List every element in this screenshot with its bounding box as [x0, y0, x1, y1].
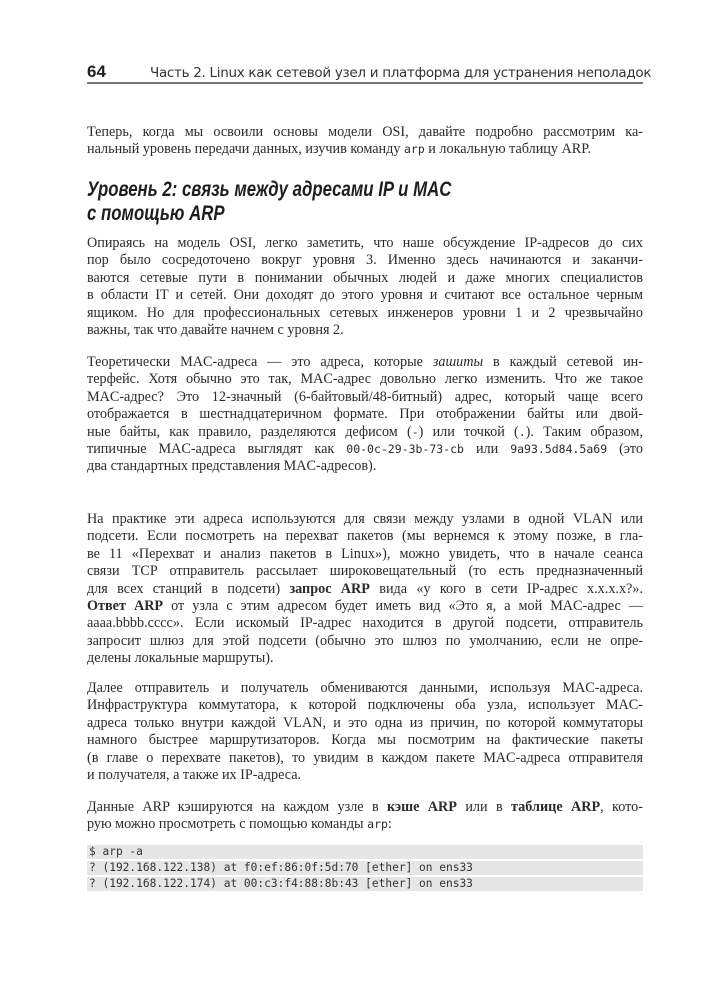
header-rule [87, 82, 643, 84]
text-line [87, 371, 643, 388]
text-segment: Далее отправитель и получатель обмениваются данными, используя MAC-адреса. [87, 680, 643, 696]
text-line [87, 633, 643, 650]
text-line [87, 322, 643, 339]
code-block [87, 845, 643, 893]
text-segment: подсети. Если посмотреть на перехват пакетов (мы вернемся к этому позже, в гла- [87, 528, 643, 545]
text-line [87, 511, 643, 528]
text-segment: , кото- [600, 799, 643, 815]
text-line [87, 750, 643, 767]
bold-term: запрос ARP [289, 580, 370, 597]
text-line [87, 235, 643, 252]
section-heading-line: Уровень 2: связь между адресами IP и MAC [87, 178, 452, 201]
text-segment: MAC-адрес? Это 12-значный (6-байтовый/48-битный) адрес, который чаще всего [87, 388, 643, 405]
text-segment: отображается в шестнадцатеричном формате. При отображении байты или двой- [87, 406, 643, 423]
inline-code: 9a93.5d84.5a69 [510, 442, 608, 457]
text-segment: или в [456, 799, 512, 815]
text-line [87, 287, 643, 304]
text-segment: вида «у кого в сети IP-адрес x.x.x.x?». [369, 580, 643, 597]
code-line: ? (192.168.122.138) at f0:ef:86:0f:5d:70 [ether] on ens33 [87, 861, 643, 875]
text-line [87, 124, 643, 141]
text-line [87, 563, 643, 580]
text-line [87, 252, 643, 269]
text-segment: в каждый сетевой ин- [483, 354, 643, 370]
text-segment: (в главе о перехвате пакетов), то увидим в каждом пакете MAC-адреса отправителя [87, 749, 643, 766]
text-segment: Данные ARP кэшируются на каждом узле в [87, 799, 388, 815]
text-line [87, 528, 643, 545]
text-line [87, 270, 643, 287]
text-segment: в области IT и сетей. Они доходят до этого уровня и считают все остальное черным [87, 287, 643, 304]
inline-code: . [518, 424, 526, 439]
text-segment: или [463, 441, 511, 458]
text-line [87, 650, 643, 667]
text-segment: нальный уровень передачи данных, изучив команду [87, 141, 404, 158]
text-segment: адреса только внутри каждой VLAN, и это одна из причин, по которой коммутаторы [87, 714, 643, 731]
italic-text: зашиты [432, 354, 484, 370]
inline-code: arp [403, 142, 425, 157]
code-line: ? (192.168.122.174) at 00:c3:f4:88:8b:43 [ether] on ens33 [87, 877, 643, 891]
bold-term: таблице ARP [511, 799, 601, 815]
text-line [87, 732, 643, 749]
text-segment: и получателя, а также их IP-адреса. [87, 767, 302, 784]
text-segment: Инфраструктура коммутатора, к которой подключены оба узла, использует MAC- [87, 697, 643, 714]
text-line [87, 598, 643, 615]
text-line [87, 715, 643, 732]
text-line [87, 441, 643, 458]
text-line [87, 615, 643, 632]
paragraph [87, 354, 643, 476]
text-line [87, 424, 643, 441]
text-line [87, 354, 643, 371]
text-segment: ве 11 «Перехват и анализ пакетов в Linux»), можно увидеть, что в начале сеанса [87, 545, 643, 562]
paragraph [87, 799, 643, 834]
paragraph-intro [87, 124, 643, 159]
paragraph [87, 680, 643, 784]
text-line [87, 816, 643, 833]
text-line [87, 389, 643, 406]
text-segment: На практике эти адреса используются для связи между узлами в одной VLAN или [87, 511, 643, 527]
page-number: 64 [87, 62, 106, 81]
text-segment: делены локальные маршруты). [87, 650, 274, 667]
text-segment: Опираясь на модель OSI, легко заметить, что наше обсуждение IP-адресов до сих [87, 235, 643, 251]
text-segment: два стандартных представления MAC-адресов). [87, 458, 377, 475]
paragraph [87, 235, 643, 339]
bold-term: Ответ ARP [87, 598, 164, 615]
text-line [87, 141, 643, 158]
text-segment: ваются сетевые пути в понимании обычных людей и даже многих специалистов [87, 269, 643, 286]
text-line [87, 546, 643, 563]
text-line [87, 697, 643, 714]
text-segment: рую можно просмотреть с помощью команды [87, 816, 368, 833]
paragraph [87, 511, 643, 668]
text-segment: ). Таким образом, [525, 423, 643, 440]
section-heading-line: с помощью ARP [87, 202, 225, 225]
text-line [87, 305, 643, 322]
text-segment: запросит шлюз для этой подсети (обычно это шлюз по умолчанию, если не опре- [87, 632, 643, 649]
inline-code: - [411, 424, 419, 439]
code-line: $ arp -a [87, 845, 643, 859]
text-segment: aaaa.bbbb.cccc». Если искомый IP-адрес находится в другой подсети, отправитель [87, 615, 643, 632]
text-segment: важны, так что давайте начнем с уровня 2. [87, 322, 344, 339]
text-segment: Теперь, когда мы освоили основы модели OSI, давайте подробно рассмотрим ка- [87, 124, 643, 140]
running-title: Часть 2. Linux как сетевой узел и платформа для устранения неполадок [150, 65, 652, 81]
section-heading [87, 178, 451, 226]
text-line [87, 680, 643, 697]
text-segment: терфейс. Хотя обычно это так, MAC-адрес довольно легко изменить. Что же такое [87, 371, 643, 388]
text-segment: и локальную таблицу ARP. [424, 141, 592, 158]
text-segment: Теоретически MAC-адреса — это адреса, которые [87, 354, 433, 370]
text-line [87, 406, 643, 423]
text-segment: намного быстрее маршрутизаторов. Когда мы посмотрим на фактические пакеты [87, 732, 643, 749]
inline-code: arp [367, 817, 388, 832]
text-segment: : [387, 816, 392, 833]
text-segment: ящиком. Но для профессиональных сетевых инженеров уровни 1 и 2 чрезвычайно [87, 304, 643, 321]
text-line [87, 767, 643, 784]
text-segment: для всех станций в подсети) [87, 580, 290, 597]
text-line [87, 458, 643, 475]
text-segment: ные байты, как правило, разделяются дефисом ( [87, 423, 412, 440]
text-segment: пор было сосредоточено вокруг уровня 3. Именно здесь начинаются и заканчи- [87, 252, 643, 269]
text-segment: ) или точкой ( [418, 423, 519, 440]
text-line [87, 799, 643, 816]
text-segment: от узла с этим адресом будет иметь вид «Это я, а мой MAC-адрес — [163, 598, 644, 615]
inline-code: 00-0c-29-3b-73-cb [346, 442, 464, 457]
text-segment: связи TCP отправитель рассылает широковещательный (то есть предназначенный [87, 563, 643, 580]
text-segment: типичные MAC-адреса выглядят как [87, 441, 347, 458]
bold-term: кэше ARP [387, 799, 457, 815]
text-segment: (это [607, 441, 644, 458]
text-line [87, 581, 643, 598]
